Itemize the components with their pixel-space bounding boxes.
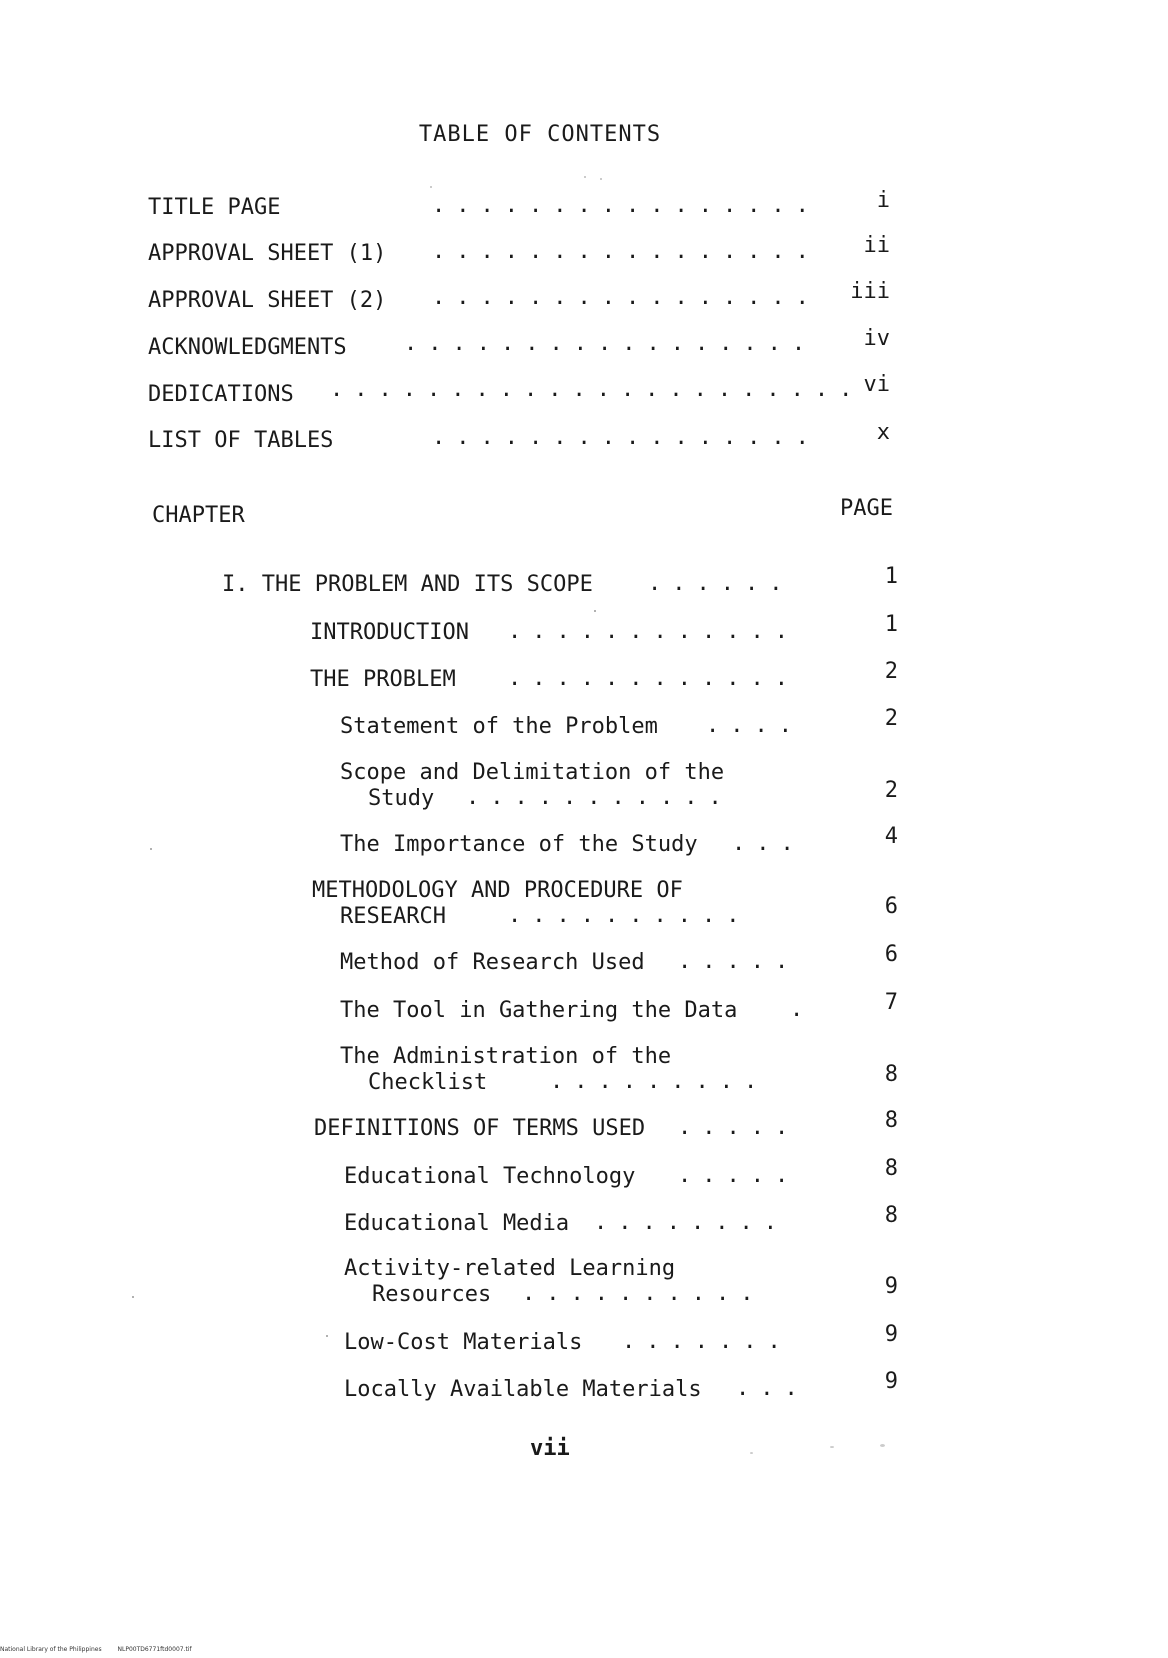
toc-entry-page: 9 bbox=[884, 1322, 898, 1347]
leader-dots: ...... bbox=[648, 571, 794, 596]
toc-entry-label: The Administration of the bbox=[340, 1044, 672, 1069]
toc-entry-importance bbox=[340, 832, 698, 858]
toc-entry-label: APPROVAL SHEET (1) bbox=[148, 241, 387, 266]
leader-dots: ...................... bbox=[330, 377, 864, 402]
toc-entry-tool bbox=[340, 998, 737, 1024]
leader-dots: ........ bbox=[594, 1210, 788, 1235]
leader-dots: ................ bbox=[432, 193, 820, 218]
toc-entry-label: APPROVAL SHEET (2) bbox=[148, 288, 387, 313]
toc-entry-acknowledgments bbox=[148, 335, 347, 361]
toc-entry-label: Locally Available Materials bbox=[344, 1377, 702, 1402]
toc-entry-label: Educational Media bbox=[344, 1211, 570, 1236]
toc-entry-low-cost bbox=[344, 1330, 582, 1356]
leader-dots: . bbox=[790, 997, 815, 1022]
leader-dots: ... bbox=[732, 831, 805, 856]
leader-dots: ..... bbox=[678, 1163, 800, 1188]
leader-dots: ..... bbox=[678, 1115, 800, 1140]
toc-entry-label: INTRODUCTION bbox=[310, 620, 469, 645]
scan-speck bbox=[880, 1444, 885, 1447]
toc-entry-label: The Importance of the Study bbox=[340, 832, 698, 857]
toc-entry-label-continued: Study bbox=[368, 786, 435, 811]
toc-entry-page: x bbox=[876, 420, 890, 445]
toc-entry-label-continued: Resources bbox=[372, 1282, 492, 1307]
leader-dots: .......... bbox=[522, 1281, 765, 1306]
chapter-heading: CHAPTER bbox=[152, 503, 245, 528]
toc-entry-page: 6 bbox=[884, 894, 898, 919]
toc-entry-page: 9 bbox=[884, 1274, 898, 1299]
leader-dots: ............ bbox=[508, 619, 799, 644]
toc-entry-label: ACKNOWLEDGMENTS bbox=[148, 335, 347, 360]
library-name: National Library of the Philippines bbox=[0, 1646, 102, 1653]
leader-dots: .... bbox=[706, 713, 803, 738]
toc-entry-label-continued: Checklist bbox=[368, 1070, 488, 1095]
toc-entry-label: Method of Research Used bbox=[340, 950, 645, 975]
toc-entry-page: i bbox=[876, 188, 890, 213]
toc-entry-page: iv bbox=[863, 326, 890, 351]
toc-entry-page: 1 bbox=[884, 612, 898, 637]
toc-entry-introduction bbox=[310, 620, 469, 646]
leader-dots: ... bbox=[736, 1376, 809, 1401]
leader-dots: ................. bbox=[404, 331, 817, 356]
leader-dots: ....... bbox=[622, 1329, 792, 1354]
scan-speck bbox=[600, 178, 602, 180]
page-title: TABLE OF CONTENTS bbox=[418, 122, 662, 147]
toc-entry-the-problem bbox=[310, 667, 456, 693]
leader-dots: ..... bbox=[678, 949, 800, 974]
toc-entry-page: 2 bbox=[884, 706, 898, 731]
leader-dots: ........... bbox=[466, 785, 733, 810]
toc-entry-statement bbox=[340, 714, 658, 740]
scan-speck bbox=[594, 610, 596, 612]
toc-entry-label: THE PROBLEM bbox=[310, 667, 456, 692]
toc-entry-page: 1 bbox=[884, 564, 898, 589]
toc-entry-chapter-1 bbox=[222, 572, 593, 598]
toc-entry-dedications bbox=[148, 382, 294, 408]
toc-entry-label: Educational Technology bbox=[344, 1164, 636, 1189]
leader-dots: .......... bbox=[508, 903, 751, 928]
footer-page-number: vii bbox=[530, 1436, 570, 1461]
scan-speck bbox=[430, 186, 432, 188]
toc-entry-label: LIST OF TABLES bbox=[148, 428, 334, 453]
toc-entry-page: iii bbox=[850, 279, 890, 304]
toc-entry-label: METHODOLOGY AND PROCEDURE OF bbox=[312, 878, 683, 903]
toc-entry-label: The Tool in Gathering the Data bbox=[340, 998, 738, 1023]
leader-dots: ................ bbox=[432, 239, 820, 264]
toc-entry-page: 8 bbox=[884, 1203, 898, 1228]
toc-entry-page: 2 bbox=[884, 659, 898, 684]
toc-entry-method bbox=[340, 950, 645, 976]
toc-entry-educational-media bbox=[344, 1211, 569, 1237]
toc-entry-label: I. THE PROBLEM AND ITS SCOPE bbox=[222, 572, 593, 597]
toc-entry-page: 8 bbox=[884, 1156, 898, 1181]
toc-entry-label: Scope and Delimitation of the bbox=[340, 760, 725, 785]
toc-entry-page: ii bbox=[863, 233, 890, 258]
toc-entry-label: TITLE PAGE bbox=[148, 195, 281, 220]
leader-dots: ................ bbox=[432, 425, 820, 450]
toc-entry-locally-available bbox=[344, 1377, 702, 1403]
scan-speck bbox=[326, 1335, 328, 1337]
page-heading: PAGE bbox=[840, 496, 893, 521]
toc-entry-page: 8 bbox=[884, 1108, 898, 1133]
toc-entry-label: DEFINITIONS OF TERMS USED bbox=[314, 1116, 646, 1141]
toc-entry-label: Statement of the Problem bbox=[340, 714, 658, 739]
toc-entry-page: 4 bbox=[884, 824, 898, 849]
toc-entry-page: 2 bbox=[884, 778, 898, 803]
scan-speck bbox=[584, 176, 586, 178]
toc-entry-educational-technology bbox=[344, 1164, 635, 1190]
scan-speck bbox=[132, 1296, 134, 1298]
toc-entry-label: Low-Cost Materials bbox=[344, 1330, 583, 1355]
toc-entry-page: 7 bbox=[884, 990, 898, 1015]
toc-entry-label: DEDICATIONS bbox=[148, 382, 294, 407]
toc-entry-page: 8 bbox=[884, 1062, 898, 1087]
toc-entry-label: Activity-related Learning bbox=[344, 1256, 676, 1281]
scan-speck bbox=[830, 1446, 834, 1448]
leader-dots: ............ bbox=[508, 666, 799, 691]
toc-entry-approval-sheet-1 bbox=[148, 241, 386, 267]
toc-entry-page: 9 bbox=[884, 1369, 898, 1394]
file-name: NLP00TD6771ftd0007.tif bbox=[117, 1646, 192, 1653]
toc-entry-definitions bbox=[314, 1116, 645, 1142]
toc-entry-page: vi bbox=[863, 372, 890, 397]
toc-entry-approval-sheet-2 bbox=[148, 288, 386, 314]
toc-entry-label-continued: RESEARCH bbox=[340, 904, 446, 929]
toc-entry-title-page bbox=[148, 195, 280, 221]
leader-dots: ................ bbox=[432, 285, 820, 310]
toc-entry-page: 6 bbox=[884, 942, 898, 967]
leader-dots: ......... bbox=[550, 1069, 769, 1094]
toc-entry-list-of-tables bbox=[148, 428, 333, 454]
scan-source-note bbox=[0, 1646, 206, 1653]
scan-speck bbox=[750, 1452, 753, 1454]
scan-speck bbox=[150, 848, 152, 850]
